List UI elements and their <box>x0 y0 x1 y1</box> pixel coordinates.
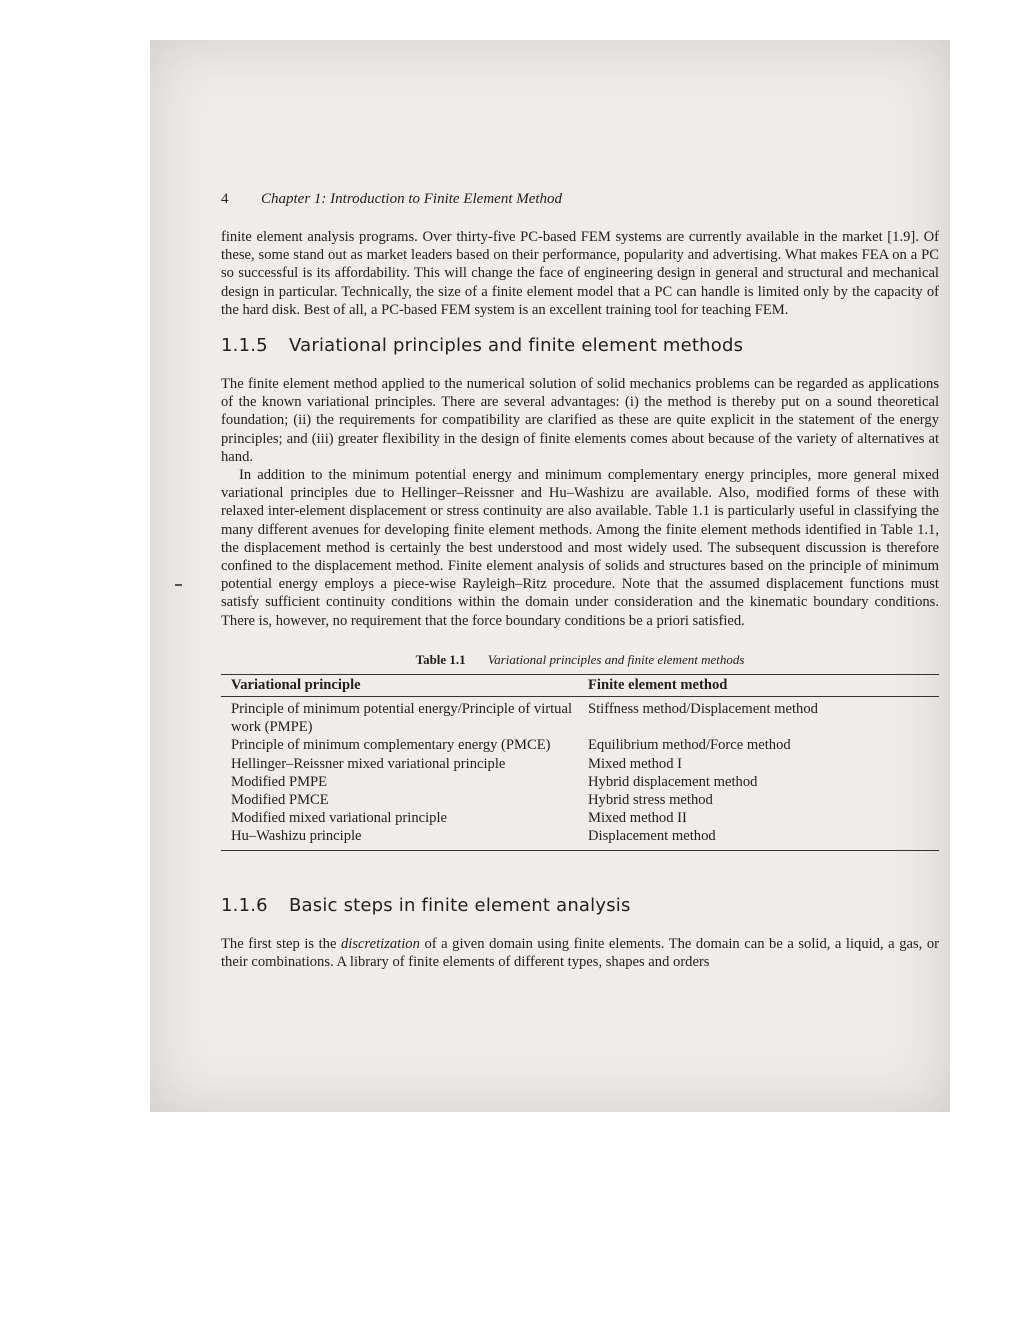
chapter-title: Chapter 1: Introduction to Finite Element Method <box>261 191 563 207</box>
section-number: 1.1.6 <box>221 894 268 916</box>
section-heading-1-1-5 <box>221 335 939 357</box>
table-cell: Modified PMCE <box>231 792 329 809</box>
section-paragraph-1: The finite element method applied to the numerical solution of solid mechanics problems can be regarded as applications of the known variational principles. There are several advantages: (i) the method is thereby put on a sound theoretical foundation; (ii) the requirements for compatibility are clarified as these are quite explicit in the statement of the energy principles; and (iii) greater flexibility in the design of finite elements comes about because of the variety of alternatives at hand. <box>221 376 939 465</box>
table-header-row <box>221 674 939 696</box>
book-page <box>221 188 939 971</box>
running-head <box>221 188 939 210</box>
section-number: 1.1.5 <box>221 335 268 357</box>
table-label: Table 1.1 <box>415 651 466 667</box>
table-cell: Equilibrium method/Force method <box>588 737 791 754</box>
table-cell: Principle of minimum complementary energy (PMCE) <box>231 737 551 754</box>
table-cell: Hybrid stress method <box>588 792 713 809</box>
table-title: Variational principles and finite element methods <box>487 651 745 667</box>
intro-paragraph: finite element analysis programs. Over thirty-five PC-based FEM systems are currently available in the market [1.9]. Of these, some stand out as market leaders based on their performance, popularity and advertising. What makes FEA on a PC so successful is its affordability. This will change the face of engineering design in general and structural and mechanical design in particular. Technically, the size of a finite element model that a PC can handle is limited only by the capacity of the hard disk. Best of all, a PC-based FEM system is an excellent training tool for teaching FEM. <box>221 229 939 318</box>
section-title: Variational principles and finite element methods <box>289 335 744 357</box>
table-cell: Mixed method I <box>588 755 683 772</box>
margin-mark <box>175 584 182 586</box>
table-cell: Hellinger–Reissner mixed variational principle <box>231 755 506 772</box>
page-number: 4 <box>221 191 229 207</box>
column-header: Variational principle <box>221 674 578 696</box>
table-cell: Stiffness method/Displacement method <box>588 701 818 718</box>
variational-principles-table <box>221 674 939 851</box>
section-title: Basic steps in finite element analysis <box>289 894 631 916</box>
table-row <box>221 773 939 791</box>
column-header: Finite element method <box>578 674 939 696</box>
paragraph-text: of a given domain using finite elements. The domain can be a solid, a liquid, a gas, or their combinations. A library of finite elements of different types, shapes and orders <box>221 935 939 970</box>
table-cell: Hu–Washizu principle <box>231 828 362 845</box>
table-cell: Hybrid displacement method <box>588 773 758 790</box>
table-row <box>221 827 939 850</box>
paragraph-text: The first step is the <box>221 935 337 952</box>
table-cell: Modified PMPE <box>231 773 328 790</box>
table-caption <box>221 652 939 668</box>
table-row <box>221 755 939 773</box>
table-cell: Modified mixed variational principle <box>231 810 448 827</box>
table-cell: Displacement method <box>588 828 716 845</box>
table-row <box>221 697 939 737</box>
section-heading-1-1-6 <box>221 895 939 917</box>
table-row <box>221 809 939 827</box>
emphasized-term: discretization <box>340 935 420 952</box>
table-row <box>221 791 939 809</box>
section-paragraph-2: In addition to the minimum potential energy and minimum complementary energy principles, more general mixed variational principles due to Hellinger–Reissner and Hu–Washizu are available. Also, modified forms of these with relaxed inter-element displacement or stress continuity are also available. Table 1.1 is particularly useful in classifying the many different avenues for developing finite element methods. Among the finite element methods identified in Table 1.1, the displacement method is certainly the best understood and most widely used. The subsequent discussion is therefore confined to the displacement method. Finite element analysis of solids and structures based on the principle of minimum potential energy employs a piece-wise Rayleigh–Ritz procedure. Note that the assumed displacement functions must satisfy sufficient continuity conditions within the domain under consideration and the kinematic boundary conditions. There is, however, no requirement that the force boundary conditions be a priori satisfied. <box>221 467 939 629</box>
section-paragraph-basic-steps <box>221 935 939 971</box>
table-cell: Mixed method II <box>588 810 687 827</box>
table-cell: Principle of minimum potential energy/Principle of virtual work (PMPE) <box>231 701 572 736</box>
table-row <box>221 736 939 754</box>
